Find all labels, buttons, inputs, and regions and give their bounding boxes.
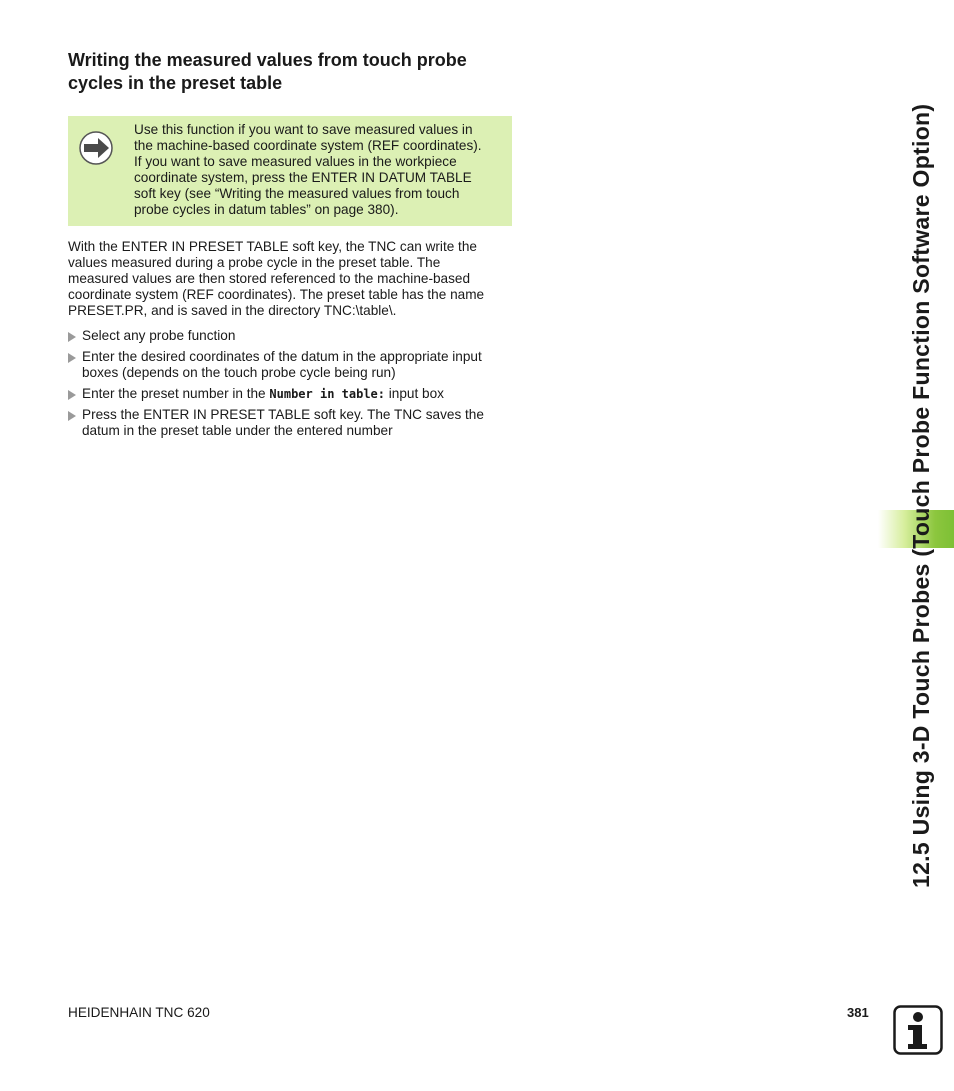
note-box [68,116,512,226]
note-line: the machine-based coordinate system (REF coordinates). [134,138,482,153]
note-line: coordinate system, press the ENTER IN DATUM TABLE [134,170,472,185]
heading-line: Writing the measured values from touch probe [68,50,467,70]
arrow-right-icon [79,131,113,165]
step-item [68,407,514,439]
note-line: If you want to save measured values in the workpiece [134,154,457,169]
body-line: measured values are then stored referenced to the machine-based [68,271,471,286]
footer-product: HEIDENHAIN TNC 620 [68,1005,210,1020]
body-paragraph [68,239,514,319]
step-text: boxes (depends on the touch probe cycle being run) [82,365,396,380]
step-text: datum in the preset table under the entered number [82,423,393,438]
step-item [68,328,514,344]
note-line: Use this function if you want to save measured values in [134,122,473,137]
body-line: coordinate system (REF coordinates). The preset table has the name [68,287,485,302]
body-line: PRESET.PR, and is saved in the directory TNC:\table\. [68,303,397,318]
step-text: Press the ENTER IN PRESET TABLE soft key. The TNC saves the [82,407,484,422]
chapter-side-title: 12.5 Using 3-D Touch Probes (Touch Probe Function Software Option) [908,103,934,888]
triangle-bullet-icon [68,332,76,342]
step-text: Select any probe function [82,328,236,343]
triangle-bullet-icon [68,411,76,421]
note-text [134,122,506,218]
step-item [68,349,514,381]
triangle-bullet-icon [68,353,76,363]
heading-line: cycles in the preset table [68,73,283,93]
note-line: probe cycles in datum tables” on page 380). [134,202,399,217]
triangle-bullet-icon [68,390,76,400]
step-list [68,328,514,444]
page-number: 381 [847,1005,869,1020]
body-line: values measured during a probe cycle in the preset table. The [68,255,441,270]
step-item [68,386,514,402]
step-text: Enter the preset number in the [82,386,270,401]
section-heading [68,49,528,95]
step-text: Enter the desired coordinates of the datum in the appropriate input [82,349,482,364]
info-icon [893,1005,943,1055]
note-line: soft key (see “Writing the measured values from touch [134,186,460,201]
body-line: With the ENTER IN PRESET TABLE soft key, the TNC can write the [68,239,477,254]
dialog-field-name: Number in table: [269,387,385,401]
step-text: input box [385,386,444,401]
